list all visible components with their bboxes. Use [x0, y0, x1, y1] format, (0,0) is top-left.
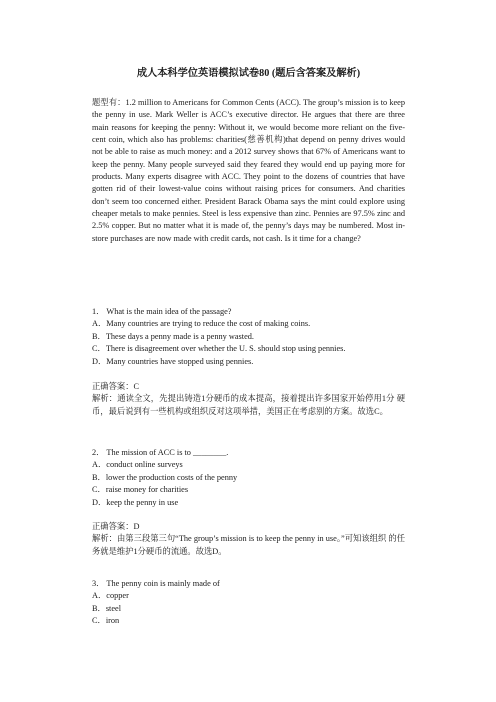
question-2	[92, 447, 405, 509]
option-a: A．conduct online surveys	[92, 460, 183, 470]
question-stem: 1． What is the main idea of the passage?	[92, 307, 232, 316]
question-stem: 3． The penny coin is mainly made of	[92, 579, 220, 588]
option-b: B．steel	[92, 603, 122, 613]
option-c: C．iron	[92, 616, 120, 626]
option-c: C．raise money for charities	[92, 485, 189, 495]
option-d: D．keep the penny in use	[92, 497, 179, 507]
answer-explanation: 解析：由第三段第三句“The group’s mission is to keep the penny in use。”可知该组织 的任务就是维护1分硬币的流通。故选D。	[92, 534, 405, 556]
option-b: B．lower the production costs of the penny	[92, 472, 238, 482]
answer-block-1	[92, 381, 405, 418]
option-b: B．These days a penny made is a penny wasted.	[92, 331, 254, 341]
document-title: 成人本科学位英语模拟试卷80 (题后含答案及解析)	[136, 68, 361, 79]
answer-block-2	[92, 521, 405, 558]
question-stem: 2． The mission of ACC is to ________.	[92, 448, 229, 457]
option-d: D．Many countries have stopped using pennies.	[92, 356, 254, 366]
reading-passage: 题型有：1.2 million to Americans for Common Cents (ACC). The group’s mission is to keep the penny in use. Mark Weller is ACC’s executive director. He argues that there are three main reasons for keeping the penny: Without it, we would become more reliant on the five-cent coin, which also has problems: charities(慈善机构)that depend on penny drives would not be able to raise as much money: and a 2012 survey shows that 67% of Americans want to keep the penny. Many people surveyed said they feared they would end up paying more for products. Many experts disagree with ACC. They point to the dozens of countries that have gotten rid of their lowest-value coins without raising prices for consumers. And charities don’t seem too concerned either. President Barack Obama says the mint could explore using cheaper metals to make pennies. Steel is less expensive than zinc. Pennies are 97.5% zinc and 2.5% copper. But no matter what it is made of, the penny’s days may be numbered. Most in-store purchases are now made with credit cards, not cash. Is it time for a change?	[92, 98, 405, 243]
correct-answer: 正确答案：D	[92, 522, 140, 531]
question-1	[92, 306, 405, 368]
option-c: C．There is disagreement over whether the U. S. should stop using pennies.	[92, 344, 346, 354]
question-3	[92, 578, 405, 628]
option-a: A．copper	[92, 591, 129, 601]
option-a: A．Many countries are trying to reduce the cost of making coins.	[92, 319, 311, 329]
answer-explanation: 解析：通读全文，先提出铸造1分硬币的成本提高，接着提出许多国家开始停用1分 硬币，最后说到有一些机构或组织反对这项举措，美国正在考虑别的方案。故选C。	[92, 394, 405, 416]
correct-answer: 正确答案：C	[92, 382, 140, 391]
